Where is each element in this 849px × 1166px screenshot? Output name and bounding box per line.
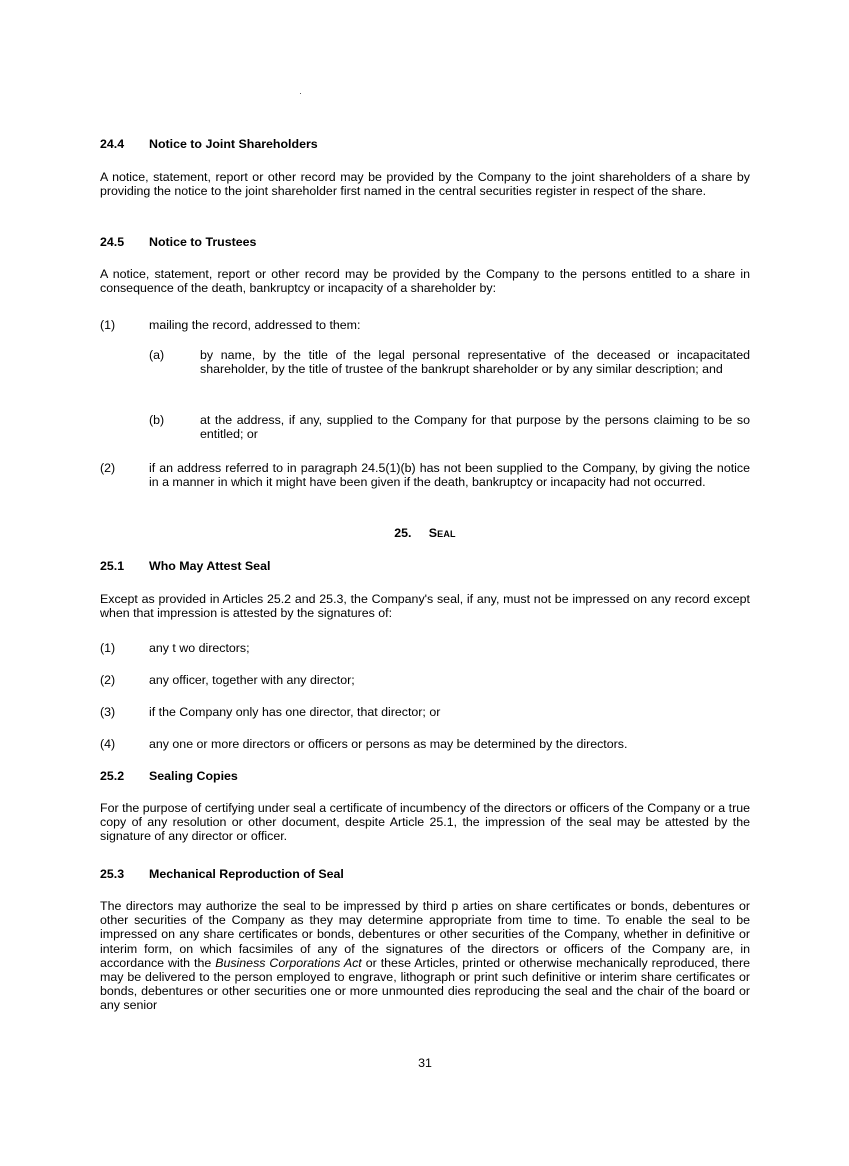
heading-24-4 <box>100 137 318 151</box>
list-text: any t wo directors; <box>149 641 250 655</box>
list-label: (3) <box>100 705 116 719</box>
paragraph-25-1: Except as provided in Articles 25.2 and 25.3, the Company's seal, if any, must not be impressed on any record except when that impression is attested by the signatures of: <box>100 592 750 621</box>
paragraph-24-4: A notice, statement, report or other record may be provided by the Company to the joint shareholders of a share by providing the notice to the joint shareholder first named in the central securities register in respect of the share. <box>100 170 750 199</box>
list-text: by name, by the title of the legal personal representative of the deceased or incapacitated shareholder, by the title of trustee of the bankrupt shareholder or by any similar description; and <box>200 348 750 377</box>
list-text: any one or more directors or officers or persons as may be determined by the directors. <box>149 737 628 751</box>
list-text: if an address referred to in paragraph 24.5(1)(b) has not been supplied to the Company, by giving the notice in a manner in which it might have been given if the death, bankruptcy or incapacity had not occurred. <box>149 461 750 490</box>
section-number: 24.5 <box>100 235 125 249</box>
section-title: Mechanical Reproduction of Seal <box>149 867 344 881</box>
list-label: (2) <box>100 673 116 687</box>
list-label: (2) <box>100 461 116 475</box>
document-page <box>100 0 750 1166</box>
page-number: 31 <box>418 1056 432 1070</box>
heading-24-5 <box>100 235 256 249</box>
list-label: (4) <box>100 737 116 751</box>
heading-25-2 <box>100 769 238 783</box>
list-label: (b) <box>149 413 165 427</box>
section-number: 25.2 <box>100 769 125 783</box>
statute-name: Business Corporations Act <box>215 955 362 970</box>
paragraph-24-5: A notice, statement, report or other record may be provided by the Company to the persons entitled to a share in consequence of the death, bankruptcy or incapacity of a shareholder by: <box>100 267 750 296</box>
paragraph-text: or these Articles, printed or otherwise mechanically reproduced, there may be delivered to the person employed to engrave, lithograph or print such definitive or interim share certificates or bonds, debentures or other securities one or more unmounted dies reproducing the seal and the chair of the board or any senior <box>100 955 750 1013</box>
heading-25-1 <box>100 559 270 573</box>
list-text: at the address, if any, supplied to the Company for that purpose by the persons claiming to be so entitled; or <box>200 413 750 442</box>
list-label: (1) <box>100 641 116 655</box>
paragraph-text: The directors may authorize the seal to be impressed by third p arties on share certificates or bonds, debentures or other securities of the Company as they may determine appropriate from time to time. To enable the seal to be impressed on any share certificates or bonds, debentures or other securities of the Company, whether in definitive or interim form, on which facsimiles of any of the signatures of the directors or officers of the Company are, in accordance with the <box>100 899 750 970</box>
section-number: 25.3 <box>100 867 125 881</box>
list-label: (a) <box>149 348 165 362</box>
paragraph-25-3 <box>100 899 750 1013</box>
article-title: Seal <box>428 526 456 540</box>
section-title: Notice to Joint Shareholders <box>149 137 318 151</box>
list-text: any officer, together with any director; <box>149 673 355 687</box>
list-text: if the Company only has one director, that director; or <box>149 705 441 719</box>
article-heading <box>100 526 750 540</box>
list-label: (1) <box>100 318 116 332</box>
paragraph-25-2: For the purpose of certifying under seal a certificate of incumbency of the directors or officers of the Company or a true copy of any resolution or other document, despite Article 25.1, the impression of the seal may be attested by the signature of any director or officer. <box>100 801 750 844</box>
article-number: 25. <box>394 526 412 540</box>
section-title: Sealing Copies <box>149 769 238 783</box>
stray-mark <box>300 93 301 94</box>
section-number: 24.4 <box>100 137 125 151</box>
heading-25-3 <box>100 867 344 881</box>
section-title: Notice to Trustees <box>149 235 257 249</box>
list-text: mailing the record, addressed to them: <box>149 318 361 332</box>
section-number: 25.1 <box>100 559 125 573</box>
section-title: Who May Attest Seal <box>149 559 271 573</box>
